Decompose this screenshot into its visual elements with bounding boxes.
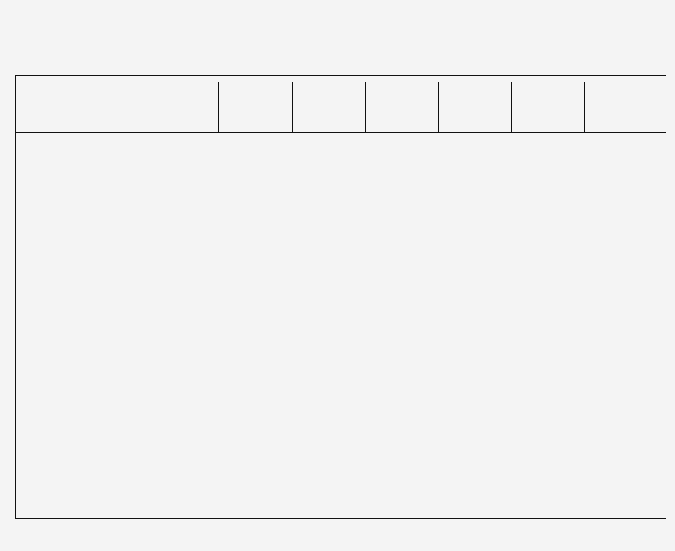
bottom-rule [15, 518, 666, 519]
header-rule [15, 132, 666, 133]
top-rule [15, 75, 666, 76]
col-divider [218, 82, 219, 132]
col-divider [511, 82, 512, 132]
col-divider [438, 82, 439, 132]
left-border [15, 75, 16, 518]
col-divider [584, 82, 585, 132]
col-divider [292, 82, 293, 132]
page-title [18, 8, 88, 38]
col-divider [365, 82, 366, 132]
